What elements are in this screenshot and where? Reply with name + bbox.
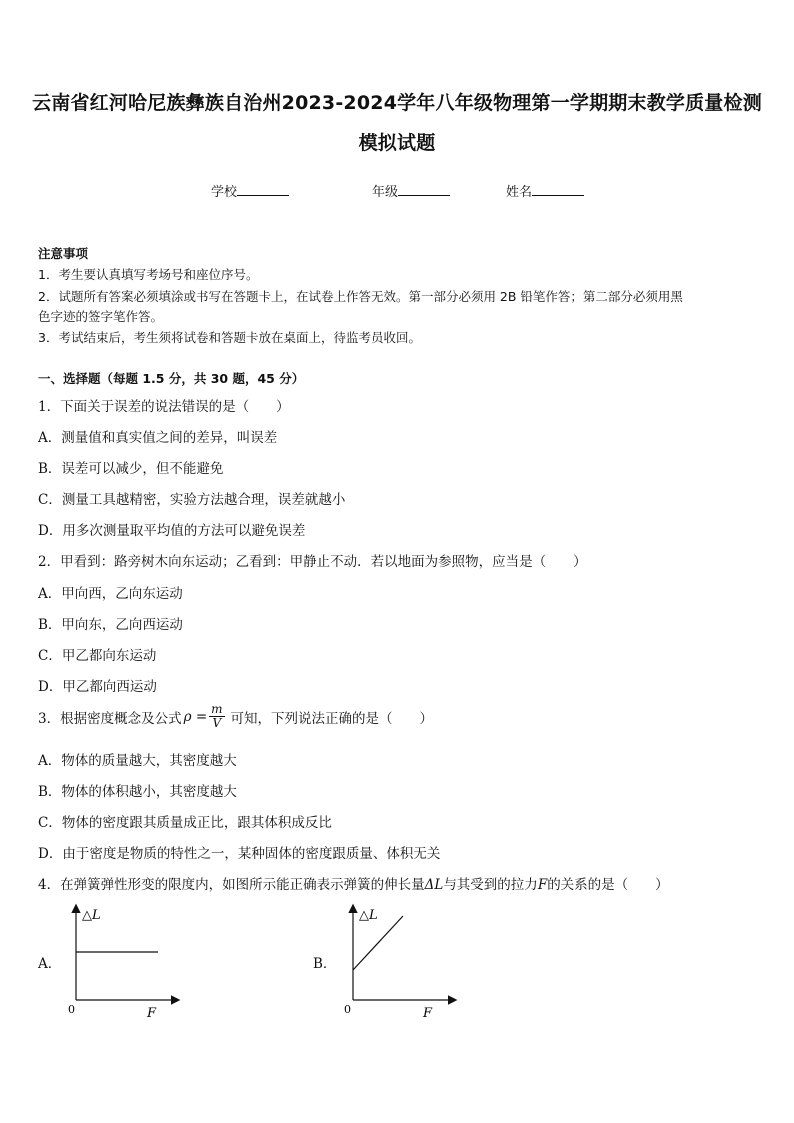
grade-field bbox=[372, 181, 450, 200]
q4-force-f: F bbox=[537, 877, 548, 893]
q4-graph-b-x-label: F bbox=[423, 1006, 433, 1021]
q4-graph-a-origin: 0 bbox=[68, 1003, 75, 1016]
q2-option-d: D．甲乙都向西运动 bbox=[38, 679, 157, 695]
q4-graph-b-y-label: △L bbox=[359, 908, 378, 923]
name-blank bbox=[532, 183, 584, 196]
q1-option-d: D．用多次测量取平均值的方法可以避免误差 bbox=[38, 523, 306, 539]
school-label: 学校 bbox=[211, 185, 238, 200]
q4-option-a-label: A． bbox=[38, 956, 62, 972]
q2-option-a: A．甲向西，乙向东运动 bbox=[38, 586, 183, 602]
name-field bbox=[506, 181, 584, 200]
q3-stem bbox=[38, 703, 433, 730]
q3-stem-post: 可知，下列说法正确的是（ ） bbox=[230, 710, 434, 727]
notice-item-2b: 色字迹的签字笔作答。 bbox=[38, 309, 164, 324]
q4-graph-b-line bbox=[353, 916, 403, 970]
q4-graph-b bbox=[337, 900, 462, 1025]
q4-option-b-label: B． bbox=[313, 956, 337, 972]
q4-graph-b-origin: 0 bbox=[344, 1003, 351, 1016]
school-blank bbox=[237, 183, 289, 196]
q2-stem: 2．甲看到：路旁树木向东运动；乙看到：甲静止不动．若以地面为参照物，应当是（ ） bbox=[38, 554, 587, 570]
q4-graph-a-x-label: F bbox=[147, 1006, 157, 1021]
name-label: 姓名 bbox=[506, 185, 533, 200]
q1-option-b: B．误差可以减少，但不能避免 bbox=[38, 461, 224, 477]
notice-heading: 注意事项 bbox=[38, 246, 89, 261]
q3-option-d: D．由于密度是物质的特性之一，某种固体的密度跟质量、体积无关 bbox=[38, 846, 441, 862]
q1-stem: 1．下面关于误差的说法错误的是（ ） bbox=[38, 399, 290, 415]
q3-fraction-numerator: m bbox=[211, 702, 223, 716]
school-field bbox=[211, 181, 289, 200]
q1-option-c: C．测量工具越精密，实验方法越合理，误差就越小 bbox=[38, 492, 346, 508]
q4-stem-pre: 4．在弹簧弹性形变的限度内，如图所示能正确表示弹簧的伸长量 bbox=[38, 877, 425, 893]
q3-fraction-denominator: V bbox=[212, 716, 222, 730]
document-title-line-1: 云南省红河哈尼族彝族自治州2023-2024学年八年级物理第一学期期末教学质量检测 bbox=[32, 92, 762, 114]
q3-option-c: C．物体的密度跟其质量成正比，跟其体积成反比 bbox=[38, 815, 332, 831]
q2-option-b: B．甲向东，乙向西运动 bbox=[38, 617, 183, 633]
q2-option-c: C．甲乙都向东运动 bbox=[38, 648, 157, 664]
q1-option-a: A．测量值和真实值之间的差异，叫误差 bbox=[38, 430, 278, 446]
q4-stem bbox=[38, 873, 669, 893]
grade-blank bbox=[398, 183, 450, 196]
notice-item-1: 1．考生要认真填写考场号和座位序号。 bbox=[38, 267, 259, 282]
document-title-line-2: 模拟试题 bbox=[358, 132, 436, 154]
grade-label: 年级 bbox=[372, 185, 399, 200]
q4-graph-a bbox=[60, 900, 185, 1025]
q4-stem-post: 的关系的是（ ） bbox=[547, 877, 669, 893]
q4-graph-a-y-label: △L bbox=[82, 908, 101, 923]
q3-stem-pre: 3．根据密度概念及公式 bbox=[38, 710, 182, 727]
q4-delta-l: ΔL bbox=[424, 877, 444, 893]
notice-item-2a: 2．试题所有答案必须填涂或书写在答题卡上，在试卷上作答无效。第一部分必须用 2B 铅笔作答；第二部分必须用黑 bbox=[38, 289, 683, 304]
q3-option-b: B．物体的体积越小，其密度越大 bbox=[38, 784, 237, 800]
q3-rho: ρ = bbox=[183, 708, 208, 725]
q3-density-fraction bbox=[209, 703, 224, 730]
q4-stem-mid: 与其受到的拉力 bbox=[443, 877, 538, 893]
section-heading: 一、选择题（每题 1.5 分，共 30 题，45 分） bbox=[38, 371, 305, 386]
notice-item-3: 3．考试结束后，考生须将试卷和答题卡放在桌面上，待监考员收回。 bbox=[38, 330, 421, 345]
q3-option-a: A．物体的质量越大，其密度越大 bbox=[38, 753, 237, 769]
